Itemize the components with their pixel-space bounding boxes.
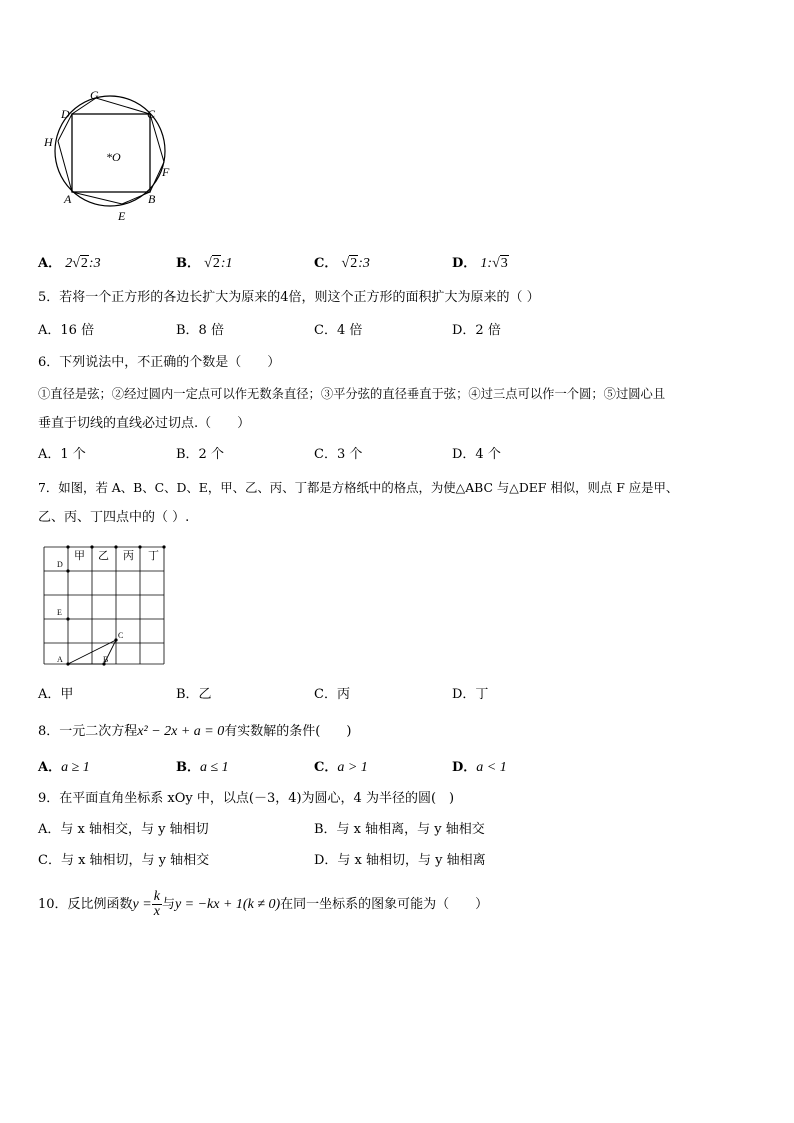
q6-statements-line1: ①直径是弦；②经过圆内一定点可以作无数条直径；③平分弦的直径垂直于弦；④过三点可以作一个圆；⑤过圆心且 [38, 387, 666, 401]
grid-label-a: A [57, 655, 63, 664]
q6-statements-line2: 垂直于切线的直线必过切点.（ ） [38, 416, 251, 431]
q10-stem-post: 在同一坐标系的图象可能为（ ） [280, 897, 489, 912]
label-g: G [90, 88, 99, 102]
grid-label-jia: 甲 [74, 550, 85, 562]
grid-label-bing: 丙 [123, 550, 134, 562]
label-h: H [44, 135, 53, 149]
q6-option-a: A．1 个 [38, 447, 86, 462]
q8-option-a: A．a ≥ 1 [38, 760, 90, 775]
grid-label-c: C [118, 631, 124, 640]
q4-option-b: B． √2:1 [176, 256, 233, 271]
label-b: B [148, 192, 156, 206]
q7-option-d: D．丁 [452, 687, 489, 702]
q9-stem: 9．在平面直角坐标系 xOy 中，以点(－3，4)为圆心，4 为半径的圆( ) [38, 791, 455, 806]
q7-stem-line2: 乙、丙、丁四点中的（ ）. [38, 510, 190, 525]
q8-stem [38, 724, 351, 740]
q7-stem-line1: 7．如图，若 A、B、C、D、E，甲、乙、丙、丁都是方格纸中的格点，为使△ABC 与△DEF 相似，则点 F 应是甲、 [38, 480, 679, 495]
q4-option-c: C． √2:3 [314, 256, 370, 271]
q10-y-eq: y = [132, 897, 152, 912]
grid-label-ding: 丁 [148, 550, 159, 562]
q5-option-b: B．8 倍 [176, 323, 224, 338]
q10-stem-mid: 与 [161, 897, 175, 912]
q6-option-d: D．4 个 [452, 447, 501, 462]
grid-label-yi: 乙 [98, 550, 109, 562]
q9-option-a: A．与 x 轴相交，与 y 轴相切 [38, 822, 209, 837]
q8-option-c: C．a > 1 [314, 760, 368, 775]
q7-option-c: C．丙 [314, 687, 350, 702]
q10-linear-eq: y = −kx + 1(k ≠ 0) [174, 897, 281, 912]
grid-label-d: D [57, 560, 63, 569]
label-f: F [162, 165, 170, 179]
q6-option-b: B．2 个 [176, 447, 224, 462]
q9-option-d: D．与 x 轴相切，与 y 轴相离 [314, 853, 486, 868]
q6-stem: 6．下列说法中，不正确的个数是（ ） [38, 355, 281, 370]
label-c: C [147, 107, 156, 121]
q5-option-c: C．4 倍 [314, 323, 363, 338]
q7-option-b: B．乙 [176, 687, 212, 702]
q5-option-d: D．2 倍 [452, 323, 501, 338]
grid-label-b: B [103, 655, 109, 664]
q6-option-c: C．3 个 [314, 447, 363, 462]
q8-equation: x² − 2x + a = 0 [137, 724, 225, 739]
label-d: D [61, 107, 70, 121]
q4-option-d: D． 1:√3 [452, 256, 508, 271]
q8-stem-pre: 8．一元二次方程 [38, 724, 138, 739]
q10-stem [38, 887, 488, 923]
q9-option-c: C．与 x 轴相切，与 y 轴相交 [38, 853, 210, 868]
label-e: E [118, 209, 126, 223]
q8-option-d: D．a < 1 [452, 760, 507, 775]
q5-stem: 5．若将一个正方形的各边长扩大为原来的4倍，则这个正方形的面积扩大为原来的（ ） [38, 290, 540, 305]
grid-label-e: E [57, 608, 62, 617]
q5-option-a: A．16 倍 [38, 323, 95, 338]
q9-option-b: B．与 x 轴相离，与 y 轴相交 [314, 822, 485, 837]
q7-option-a: A．甲 [38, 687, 74, 702]
q10-stem-pre: 10．反比例函数 [38, 897, 133, 912]
q7-grid-figure [40, 543, 170, 668]
circle-square-figure [36, 86, 186, 226]
q8-stem-post: 有实数解的条件( ) [224, 724, 352, 739]
q4-option-a: A． 2√2:3 [38, 256, 101, 271]
q8-option-b: B．a ≤ 1 [176, 760, 229, 775]
label-a: A [64, 192, 72, 206]
q10-fraction: $\frac{k}{x}$ [153, 889, 160, 919]
label-o: *O [106, 150, 121, 164]
